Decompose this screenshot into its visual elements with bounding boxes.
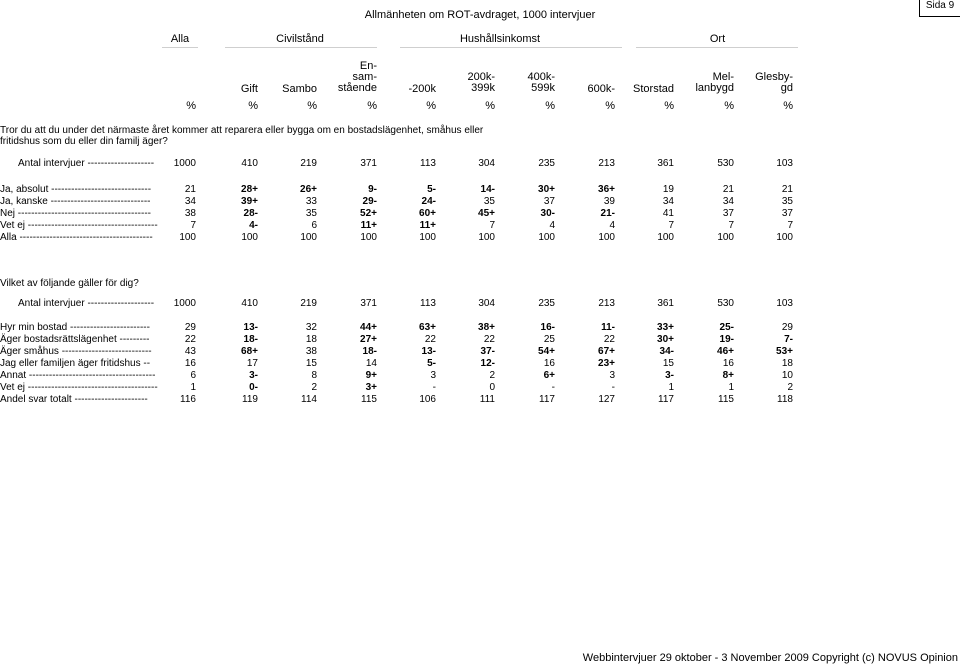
cell-value: 32 xyxy=(305,322,317,333)
cell-value: 29- xyxy=(362,196,377,207)
percent-sign: % xyxy=(605,100,615,112)
cell-total: 16 xyxy=(184,358,196,369)
cell-value: 12- xyxy=(480,358,495,369)
cell-value: 219 xyxy=(300,298,317,309)
table-row xyxy=(0,196,960,207)
cell-value: 7 xyxy=(668,220,674,231)
cell-total: 6 xyxy=(190,370,196,381)
cell-value: 361 xyxy=(657,158,674,169)
row-label: Antal intervjuer -------------------- xyxy=(18,298,155,309)
percent-sign: % xyxy=(248,100,258,112)
table-row xyxy=(0,358,960,369)
cell-value: 34 xyxy=(722,196,734,207)
cell-value: 371 xyxy=(360,158,377,169)
cell-value: 11+ xyxy=(419,220,436,231)
cell-value: 115 xyxy=(718,394,734,405)
cell-value: 44+ xyxy=(360,322,377,333)
cell-value: 5- xyxy=(427,358,436,369)
cell-value: 19 xyxy=(662,184,674,195)
cell-value: 16- xyxy=(540,322,555,333)
cell-value: 100 xyxy=(776,232,793,243)
cell-value: 235 xyxy=(538,298,555,309)
cell-value: 213 xyxy=(598,298,615,309)
cell-value: 54+ xyxy=(538,346,555,357)
cell-value: 39+ xyxy=(241,196,258,207)
cell-value: 63+ xyxy=(419,322,436,333)
column-header: Glesby- gd xyxy=(755,71,793,94)
cell-value: 22 xyxy=(603,334,615,345)
row-label: Vet ej --------------------------------------- xyxy=(0,382,158,393)
cell-value: 2 xyxy=(311,382,317,393)
table-row xyxy=(0,334,960,345)
cell-value: 3 xyxy=(430,370,436,381)
cell-value: 0 xyxy=(489,382,495,393)
cell-value: 13- xyxy=(243,322,258,333)
cell-value: 45+ xyxy=(478,208,495,219)
cell-value: 25 xyxy=(543,334,555,345)
count-row xyxy=(0,298,960,309)
table-row xyxy=(0,184,960,195)
cell-value: 26+ xyxy=(300,184,317,195)
cell-value: 53+ xyxy=(776,346,793,357)
column-header: 200k- 399k xyxy=(467,71,495,94)
cell-value: 39 xyxy=(603,196,615,207)
cell-total: 22 xyxy=(184,334,196,345)
cell-value: 304 xyxy=(478,158,495,169)
cell-value: 21 xyxy=(781,184,793,195)
cell-value: 113 xyxy=(420,298,436,309)
cell-value: 530 xyxy=(717,298,734,309)
cell-value: 100 xyxy=(300,232,317,243)
group-underline-alla xyxy=(162,47,198,48)
cell-value: 24- xyxy=(421,196,436,207)
cell-value: 114 xyxy=(301,394,317,405)
cell-value: 3- xyxy=(249,370,258,381)
cell-value: 16 xyxy=(543,358,555,369)
cell-value: 117 xyxy=(539,394,555,405)
cell-total: 116 xyxy=(180,394,196,405)
cell-value: 18- xyxy=(243,334,258,345)
row-label: Andel svar totalt ---------------------- xyxy=(0,394,148,405)
column-header: Mel- lanbygd xyxy=(695,71,734,94)
count-row xyxy=(0,158,960,169)
column-header: Gift xyxy=(240,82,258,95)
cell-value: 106 xyxy=(419,394,436,405)
cell-value: 35 xyxy=(305,208,317,219)
cell-value: 115 xyxy=(361,394,377,405)
cell-value: 33+ xyxy=(657,322,674,333)
cell-value: 37 xyxy=(543,196,555,207)
cell-value: 304 xyxy=(478,298,495,309)
table-row xyxy=(0,232,960,243)
cell-total: 38 xyxy=(184,208,196,219)
cell-value: 6 xyxy=(311,220,317,231)
cell-value: 410 xyxy=(241,158,258,169)
row-label: Ja, kanske ------------------------------ xyxy=(0,196,151,207)
cell-value: 1 xyxy=(668,382,674,393)
cell-value: 4 xyxy=(549,220,555,231)
cell-value: 30+ xyxy=(657,334,674,345)
row-label: Äger bostadsrättslägenhet --------- xyxy=(0,334,150,345)
cell-value: 34- xyxy=(659,346,674,357)
cell-value: 103 xyxy=(776,158,793,169)
cell-value: 4 xyxy=(609,220,615,231)
cell-value: 5- xyxy=(427,184,436,195)
row-label: Annat -------------------------------------- xyxy=(0,370,156,381)
cell-value: 3 xyxy=(609,370,615,381)
cell-value: 30- xyxy=(540,208,555,219)
cell-total: 34 xyxy=(184,196,196,207)
cell-value: 68+ xyxy=(241,346,258,357)
cell-value: 11- xyxy=(601,322,615,333)
footer-copyright: Webbintervjuer 29 oktober - 3 November 2009 Copyright (c) NOVUS Opinion xyxy=(582,652,958,664)
row-label: Jag eller familjen äger fritidshus -- xyxy=(0,358,151,369)
cell-value: 111 xyxy=(479,394,495,405)
table-row xyxy=(0,322,960,333)
cell-value: 103 xyxy=(776,298,793,309)
cell-value: 530 xyxy=(717,158,734,169)
cell-value: 38+ xyxy=(478,322,495,333)
row-label: Antal intervjuer -------------------- xyxy=(18,158,155,169)
percent-sign: % xyxy=(186,100,196,112)
cell-value: - xyxy=(551,382,555,393)
cell-total: 7 xyxy=(190,220,196,231)
page-number-tab: Sida 9 xyxy=(919,0,960,17)
cell-value: - xyxy=(432,382,436,393)
cell-value: 410 xyxy=(241,298,258,309)
row-label: Vet ej --------------------------------------- xyxy=(0,220,158,231)
cell-value: 8+ xyxy=(722,370,734,381)
cell-value: 100 xyxy=(598,232,615,243)
table-row xyxy=(0,220,960,231)
percent-sign: % xyxy=(783,100,793,112)
cell-value: 7 xyxy=(489,220,495,231)
column-header: 600k- xyxy=(587,82,615,95)
cell-value: 100 xyxy=(538,232,555,243)
cell-value: 41 xyxy=(662,208,674,219)
table-row xyxy=(0,208,960,219)
percent-sign: % xyxy=(426,100,436,112)
cell-value: 18 xyxy=(305,334,317,345)
cell-total: 1000 xyxy=(173,158,196,169)
cell-value: 361 xyxy=(657,298,674,309)
cell-value: 46+ xyxy=(717,346,734,357)
cell-value: - xyxy=(611,382,615,393)
cell-value: 9- xyxy=(368,184,377,195)
cell-value: 100 xyxy=(478,232,495,243)
cell-value: 100 xyxy=(419,232,436,243)
cell-value: 11+ xyxy=(360,220,377,231)
cell-total: 1000 xyxy=(173,298,196,309)
cell-value: 21 xyxy=(722,184,734,195)
group-civilstand: Civilstånd xyxy=(276,33,324,45)
cell-value: 1 xyxy=(728,382,734,393)
cell-total: 100 xyxy=(179,232,196,243)
question-1-text: Tror du att du under det närmaste året kommer att reparera eller bygga om en bostadslägenhet, småhus eller fritidshus som du eller din familj äger? xyxy=(0,125,484,147)
cell-value: 16 xyxy=(722,358,734,369)
cell-value: 37- xyxy=(480,346,495,357)
cell-value: 30+ xyxy=(538,184,555,195)
cell-total: 43 xyxy=(184,346,196,357)
cell-value: 23+ xyxy=(598,358,615,369)
group-hushallsinkomst: Hushållsinkomst xyxy=(459,33,541,45)
report-title: Allmänheten om ROT-avdraget, 1000 intervjuer xyxy=(364,9,596,21)
cell-value: 37 xyxy=(722,208,734,219)
percent-sign: % xyxy=(367,100,377,112)
cell-value: 119 xyxy=(242,394,258,405)
column-header: Sambo xyxy=(282,82,317,95)
row-label: Nej ---------------------------------------- xyxy=(0,208,151,219)
cell-value: 18- xyxy=(362,346,377,357)
cell-total: 1 xyxy=(190,382,196,393)
column-header: En- sam- stående xyxy=(337,59,377,94)
cell-value: 235 xyxy=(538,158,555,169)
cell-value: 19- xyxy=(719,334,734,345)
cell-value: 35 xyxy=(483,196,495,207)
cell-value: 15 xyxy=(662,358,674,369)
cell-value: 7- xyxy=(784,334,793,345)
cell-value: 22 xyxy=(483,334,495,345)
cell-value: 33 xyxy=(305,196,317,207)
cell-value: 14- xyxy=(480,184,495,195)
cell-value: 2 xyxy=(787,382,793,393)
cell-value: 36+ xyxy=(598,184,615,195)
question-2-text: Vilket av följande gäller för dig? xyxy=(0,278,139,289)
cell-value: 52+ xyxy=(360,208,377,219)
cell-value: 100 xyxy=(360,232,377,243)
row-label: Hyr min bostad ------------------------ xyxy=(0,322,150,333)
cell-value: 219 xyxy=(300,158,317,169)
cell-total: 21 xyxy=(184,184,196,195)
cell-value: 100 xyxy=(241,232,258,243)
percent-sign: % xyxy=(307,100,317,112)
table-row xyxy=(0,346,960,357)
cell-value: 118 xyxy=(777,394,793,405)
cell-value: 127 xyxy=(598,394,615,405)
cell-value: 0- xyxy=(249,382,258,393)
group-underline-civilstand xyxy=(225,47,377,48)
group-alla: Alla xyxy=(170,33,190,45)
cell-value: 2 xyxy=(489,370,495,381)
cell-value: 4- xyxy=(249,220,258,231)
cell-value: 7 xyxy=(787,220,793,231)
cell-value: 117 xyxy=(658,394,674,405)
cell-value: 22 xyxy=(424,334,436,345)
cell-value: 28+ xyxy=(241,184,258,195)
cell-value: 3+ xyxy=(365,382,377,393)
cell-value: 25- xyxy=(719,322,734,333)
cell-value: 100 xyxy=(717,232,734,243)
row-label: Äger småhus --------------------------- xyxy=(0,346,152,357)
cell-value: 6+ xyxy=(543,370,555,381)
cell-value: 113 xyxy=(420,158,436,169)
cell-value: 28- xyxy=(243,208,258,219)
cell-value: 67+ xyxy=(598,346,615,357)
percent-sign: % xyxy=(545,100,555,112)
cell-value: 10 xyxy=(781,370,793,381)
table-row xyxy=(0,370,960,381)
group-underline-ort xyxy=(636,47,798,48)
percent-sign: % xyxy=(485,100,495,112)
column-header: Storstad xyxy=(633,82,674,95)
percent-sign: % xyxy=(724,100,734,112)
cell-value: 9+ xyxy=(365,370,377,381)
column-header: -200k xyxy=(408,82,436,95)
cell-total: 29 xyxy=(184,322,196,333)
cell-value: 15 xyxy=(305,358,317,369)
cell-value: 34 xyxy=(662,196,674,207)
table-row xyxy=(0,394,960,405)
cell-value: 100 xyxy=(657,232,674,243)
group-ort: Ort xyxy=(709,33,726,45)
cell-value: 8 xyxy=(311,370,317,381)
cell-value: 371 xyxy=(360,298,377,309)
cell-value: 37 xyxy=(781,208,793,219)
cell-value: 3- xyxy=(665,370,674,381)
cell-value: 29 xyxy=(781,322,793,333)
cell-value: 14 xyxy=(365,358,377,369)
row-label: Ja, absolut ------------------------------ xyxy=(0,184,152,195)
cell-value: 213 xyxy=(598,158,615,169)
column-header: 400k- 599k xyxy=(527,71,555,94)
cell-value: 13- xyxy=(421,346,436,357)
group-underline-hushallsinkomst xyxy=(400,47,622,48)
cell-value: 60+ xyxy=(419,208,436,219)
cell-value: 21- xyxy=(600,208,615,219)
cell-value: 35 xyxy=(781,196,793,207)
percent-sign: % xyxy=(664,100,674,112)
cell-value: 7 xyxy=(728,220,734,231)
cell-value: 17 xyxy=(246,358,258,369)
cell-value: 18 xyxy=(781,358,793,369)
cell-value: 27+ xyxy=(360,334,377,345)
cell-value: 38 xyxy=(305,346,317,357)
row-label: Alla ---------------------------------------- xyxy=(0,232,153,243)
table-row xyxy=(0,382,960,393)
